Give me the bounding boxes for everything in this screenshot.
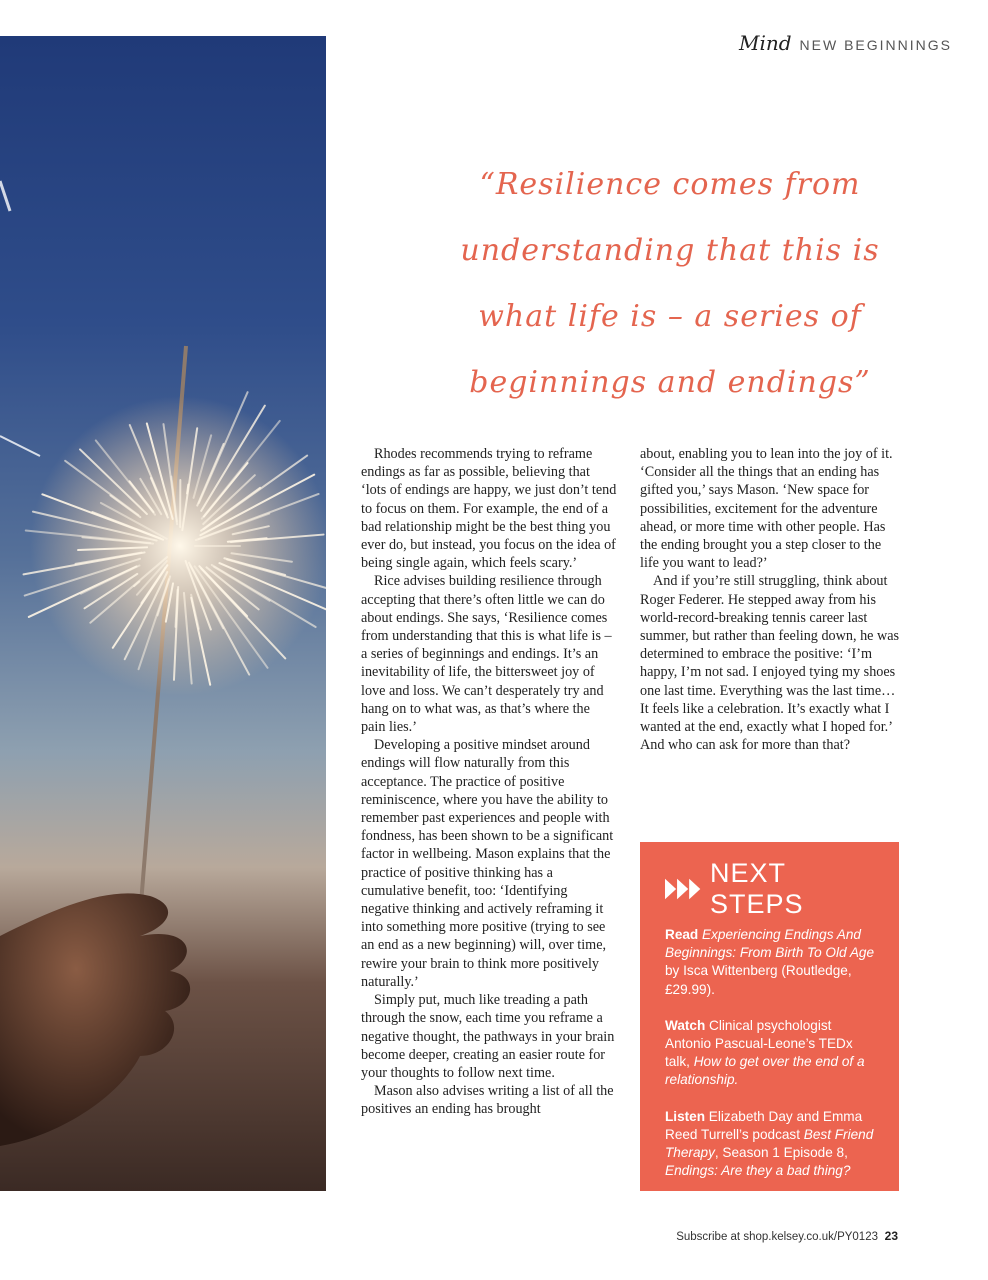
- next-steps-item-watch: [665, 1017, 875, 1090]
- section-header: [739, 31, 952, 55]
- paragraph: Developing a positive mindset around endings will flow naturally from this acceptance. The practice of positive reminiscence, where you have the ability to remember past experiences and people with fondness, has been shown to be a significant factor in wellbeing. Mason explains that the practice of positive thinking has a cumulative benefit, too: ‘Identifying negative thinking and actively reframing it into something more positive (trying to see an end as a new beginning) will, over time, rewire your brain to think more positively naturally.’: [361, 737, 614, 990]
- section-title: NEW BEGINNINGS: [799, 37, 952, 53]
- episode-title: Endings: Are they a bad thing?: [665, 1163, 851, 1179]
- sparkler-illustration: [0, 36, 326, 1191]
- item-text: , Season 1 Episode 8,: [714, 1145, 848, 1161]
- item-label: Listen: [665, 1108, 706, 1124]
- article-column-right: [640, 445, 902, 754]
- talk-title: How to get over the end of a relationship.: [665, 1054, 865, 1088]
- next-steps-header: [665, 858, 875, 920]
- book-title: Experiencing Endings And Beginnings: From Birth To Old Age: [665, 927, 875, 961]
- item-text: by Isca Wittenberg (Routledge, £29.99).: [665, 963, 852, 997]
- paragraph: And if you’re still struggling, think about Roger Federer. He stepped away from his world-record-breaking tennis career last summer, but rather than feeling down, he was determined to embrace the positive: ‘I’m happy, I’m not sad. I enjoyed tying my shoes one last time. Everything was the last time… It feels like a celebration. It’s exactly what I wanted at the end, exactly what I hoped for.’ And who can ask for more than that?: [640, 573, 900, 754]
- pull-quote-line: beginnings and endings”: [469, 365, 871, 400]
- podcast-title: Best Friend Therapy: [665, 1126, 874, 1161]
- fast-forward-arrows-icon: [665, 876, 704, 902]
- pull-quote-line: what life is – a series of: [478, 299, 862, 334]
- paragraph: about, enabling you to lean into the joy of it. ‘Consider all the things that an ending has gifted you,’ says Mason. ‘New space for possibilities, excitement for the adventure ahead, or more time with other people. Has the ending brought you a step closer to the life you want to lead?’: [640, 446, 893, 572]
- next-steps-box: [640, 842, 899, 1191]
- page-number: 23: [884, 1229, 898, 1243]
- paragraph: Simply put, much like treading a path through the snow, each time you reframe a negative thought, the pathways in your brain become deeper, creating an easier route for your thoughts to follow next time.: [361, 992, 615, 1081]
- paragraph: Rice advises building resilience through accepting that there’s often little we can do about endings. She says, ‘Resilience comes from understanding that this is what life is – a series of beginnings and endings. It’s an inevitability of life, the bittersweet joy of love and loss. We can’t desperately try and hang on to what was, as that’s where the pain lies.’: [361, 573, 612, 736]
- pull-quote-line: understanding that this is: [460, 233, 880, 268]
- section-label: Mind: [738, 31, 792, 55]
- item-label: Read: [665, 927, 699, 942]
- paragraph: Mason also advises writing a list of all the positives an ending has brought: [361, 1083, 614, 1118]
- next-steps-title: NEXT STEPS: [710, 858, 804, 919]
- pull-quote-line: “Resilience comes from: [479, 167, 861, 202]
- spark-ray: [187, 485, 188, 494]
- item-text: Elizabeth Day and Emma Reed Turrell’s podcast: [665, 1108, 863, 1142]
- next-steps-item-read: [665, 926, 875, 999]
- next-steps-item-listen: [665, 1108, 875, 1181]
- pull-quote: [400, 152, 940, 416]
- item-text: Clinical psychologist Antonio Pascual-Leone’s TEDx talk,: [665, 1017, 853, 1070]
- paragraph: Rhodes recommends trying to reframe endings as far as possible, believing that ‘lots of endings are happy, we just don’t tend to focus on them. For example, the end of a bad relationship might be the best thing you ever do, but instead, you focus on the idea of being single again, which feels scary.’: [361, 446, 617, 572]
- subscribe-text: Subscribe at shop.kelsey.co.uk/PY0123: [676, 1231, 878, 1243]
- sparkler-photo: [0, 36, 326, 1191]
- article-column-left: [361, 445, 617, 1119]
- subscribe-footer: [676, 1231, 878, 1243]
- item-label: Watch: [665, 1017, 706, 1033]
